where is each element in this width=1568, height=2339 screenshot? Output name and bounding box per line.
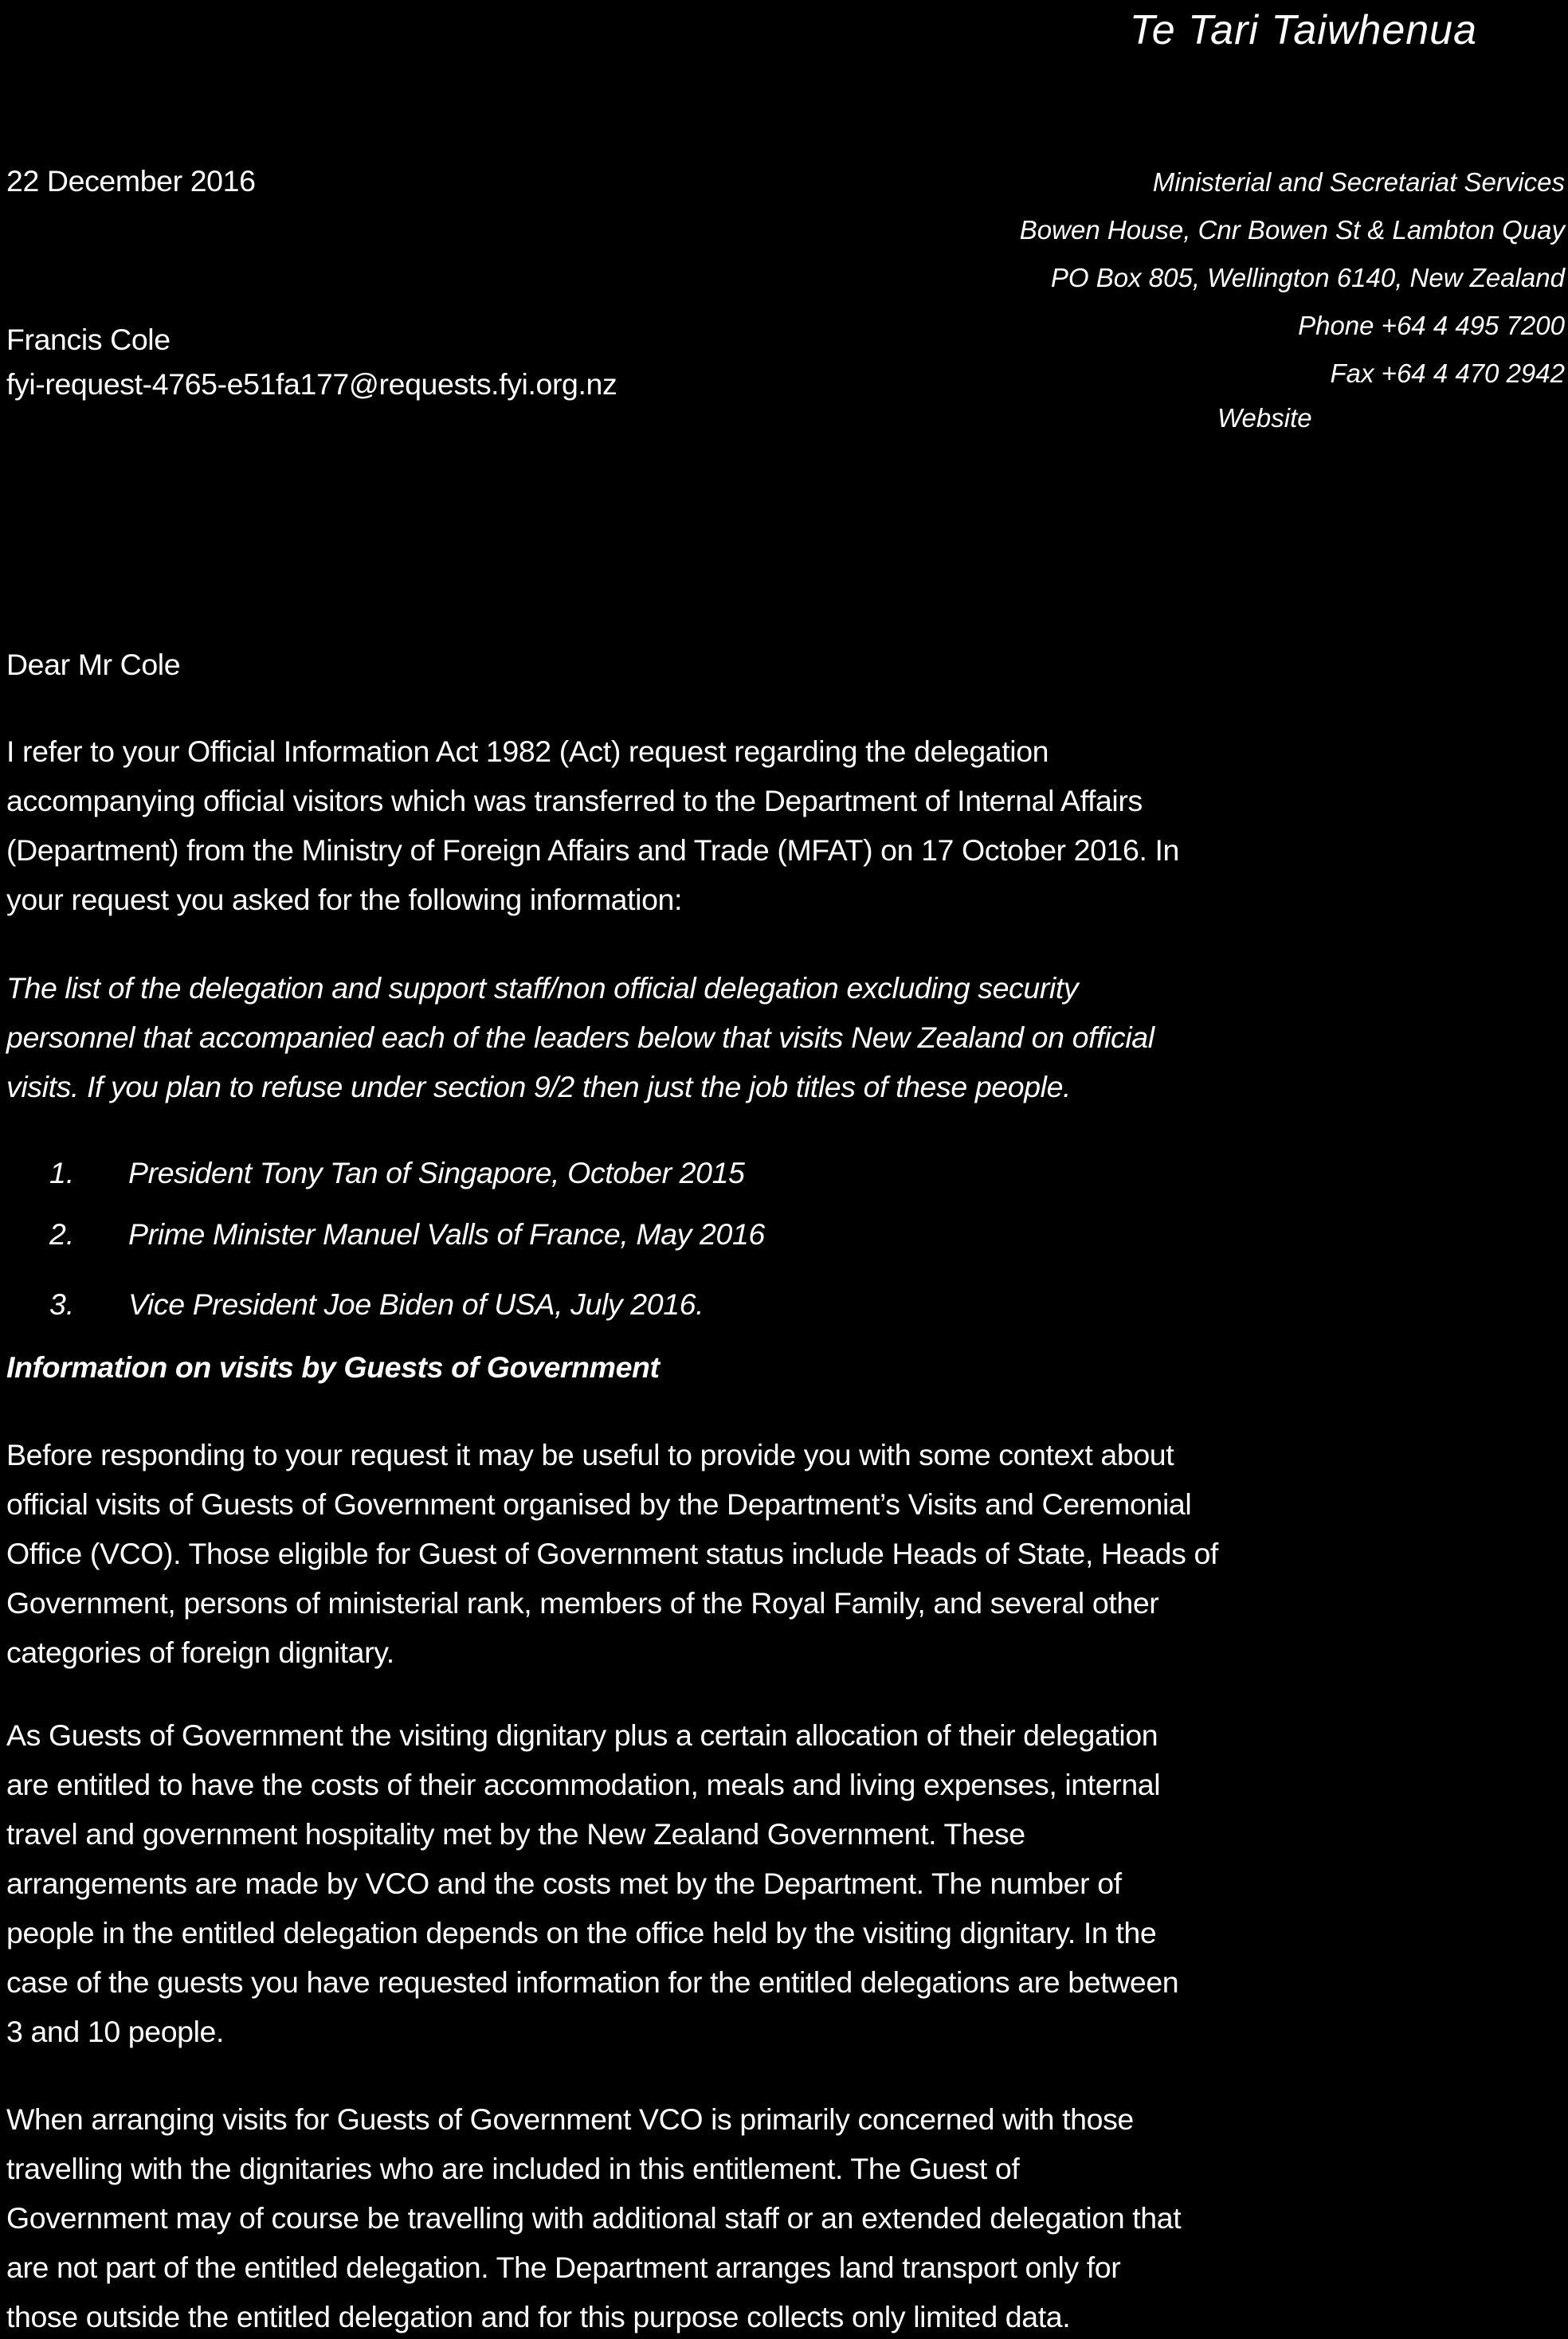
section-heading: Information on visits by Guests of Government <box>6 1350 660 1384</box>
text-line: official visits of Guests of Government organised by the Department’s Visits and Ceremonial <box>6 1487 1192 1521</box>
text-line: those outside the entitled delegation and for this purpose collects only limited data. <box>6 2300 1071 2333</box>
text-line: your request you asked for the following information: <box>6 883 683 916</box>
text-line: accompanying official visitors which was transferred to the Department of Internal Affairs <box>6 784 1143 817</box>
text-line: categories of foreign dignitary. <box>6 1636 394 1669</box>
list-item: Vice President Joe Biden of USA, July 2016. <box>128 1287 704 1321</box>
text-line: Government may of course be travelling with additional staff or an extended delegation that <box>6 2201 1182 2235</box>
text-line: travelling with the dignitaries who are included in this entitlement. The Guest of <box>6 2152 1020 2185</box>
sender-website-link[interactable]: Website <box>1217 403 1312 433</box>
list-item-number: 3. <box>49 1287 75 1321</box>
list-item-number: 1. <box>49 1156 75 1189</box>
letter-date: 22 December 2016 <box>6 164 256 198</box>
sender-address-line-2: PO Box 805, Wellington 6140, New Zealand <box>1050 263 1565 292</box>
text-line: Office (VCO). Those eligible for Guest of Government status include Heads of State, Heads of <box>6 1537 1218 1570</box>
sender-unit: Ministerial and Secretariat Services <box>1152 167 1565 197</box>
recipient-name: Francis Cole <box>6 323 171 356</box>
text-line: Government, persons of ministerial rank, members of the Royal Family, and several other <box>6 1586 1159 1620</box>
text-line: are not part of the entitled delegation. The Department arranges land transport only for <box>6 2251 1121 2284</box>
recipient-email: fyi-request-4765-e51fa177@requests.fyi.org.nz <box>6 367 617 401</box>
sender-fax: Fax +64 4 470 2942 <box>1330 358 1565 388</box>
text-line: case of the guests you have requested information for the entitled delegations are between <box>6 1965 1179 1999</box>
salutation: Dear Mr Cole <box>6 648 181 681</box>
sender-address-line-1: Bowen House, Cnr Bowen St & Lambton Quay <box>1019 215 1565 245</box>
text-line: Before responding to your request it may be useful to provide you with some context about <box>6 1438 1174 1471</box>
organisation-name: Te Tari Taiwhenua <box>1129 7 1477 53</box>
text-line: The list of the delegation and support staff/non official delegation excluding security <box>6 971 1079 1005</box>
text-line: I refer to your Official Information Act 1982 (Act) request regarding the delegation <box>6 735 1049 768</box>
text-line: When arranging visits for Guests of Government VCO is primarily concerned with those <box>6 2102 1134 2136</box>
text-line: visits. If you plan to refuse under section 9/2 then just the job titles of these people. <box>6 1070 1072 1103</box>
text-line: As Guests of Government the visiting dignitary plus a certain allocation of their delegation <box>6 1718 1158 1752</box>
sender-phone: Phone +64 4 495 7200 <box>1298 311 1565 340</box>
list-item: Prime Minister Manuel Valls of France, May 2016 <box>128 1217 765 1251</box>
text-line: are entitled to have the costs of their accommodation, meals and living expenses, internal <box>6 1768 1161 1801</box>
text-line: 3 and 10 people. <box>6 2015 225 2048</box>
text-line: people in the entitled delegation depends on the office held by the visiting dignitary. In the <box>6 1916 1157 1949</box>
list-item-number: 2. <box>49 1217 75 1251</box>
text-line: travel and government hospitality met by the New Zealand Government. These <box>6 1817 1025 1851</box>
text-line: (Department) from the Ministry of Foreign Affairs and Trade (MFAT) on 17 October 2016. In <box>6 833 1179 867</box>
text-line: arrangements are made by VCO and the costs met by the Department. The number of <box>6 1867 1122 1900</box>
text-line: personnel that accompanied each of the leaders below that visits New Zealand on official <box>6 1021 1154 1054</box>
list-item: President Tony Tan of Singapore, October 2015 <box>128 1156 745 1189</box>
